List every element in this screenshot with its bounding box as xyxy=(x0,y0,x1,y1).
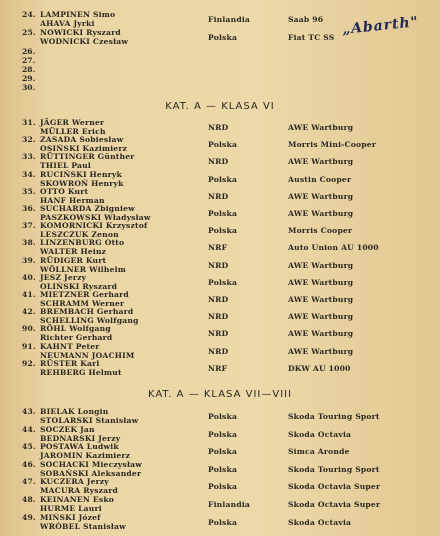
country: Finlandia xyxy=(208,15,251,24)
driver-name: SUCHARDA Zbigniew xyxy=(40,204,135,213)
empty-entry-number: 29. xyxy=(22,74,36,83)
entry-number: 43. xyxy=(22,407,36,416)
country: NRD xyxy=(208,157,229,167)
codriver-name: HANF Herman xyxy=(40,195,105,205)
entry-number: 34. xyxy=(22,169,36,179)
country: NRF xyxy=(208,363,228,373)
codriver-name: REHBERG Helmut xyxy=(40,367,122,377)
entry-number: 48. xyxy=(22,495,36,504)
codriver-name: SKOWROŃ Henryk xyxy=(40,178,124,188)
car: Austin Cooper xyxy=(288,174,352,184)
driver-name: RUCIŃSKI Henryk xyxy=(40,169,122,179)
country: NRD xyxy=(208,312,229,322)
country: NRD xyxy=(208,123,229,132)
codriver-name: JAROMIN Kazimierz xyxy=(40,451,131,461)
car: AWE Wartburg xyxy=(288,260,354,270)
car: Skoda Octavia Super xyxy=(288,482,381,492)
driver-name: BIELAK Longin xyxy=(40,407,109,416)
crew-names xyxy=(40,28,128,46)
country: Polska xyxy=(208,412,238,421)
driver-name: RÜSTER Karl xyxy=(40,358,100,368)
country: Polska xyxy=(208,140,238,150)
codriver-name: MÜLLER Erich xyxy=(40,127,106,136)
driver-name: MIETZNER Gerhard xyxy=(40,290,129,299)
crew-names xyxy=(40,238,124,256)
car: AWE Wartburg xyxy=(288,191,354,201)
codriver-name: BEDNARSKI Jerzy xyxy=(40,433,121,443)
car: Skoda Octavia xyxy=(288,517,352,527)
crew-names xyxy=(40,204,151,222)
driver-name: KAHNT Peter xyxy=(40,341,100,351)
codriver-name: THIEL Paul xyxy=(40,161,91,171)
crew-names xyxy=(40,342,134,360)
entry-number: 31. xyxy=(22,118,36,127)
empty-entry-number: 28. xyxy=(22,65,36,74)
country: Polska xyxy=(208,277,238,287)
car: AWE Wartburg xyxy=(288,157,354,167)
car: AWE Wartburg xyxy=(288,329,354,339)
crew-names xyxy=(40,442,130,460)
crew-names xyxy=(40,495,114,513)
entry-number: 38. xyxy=(22,238,36,248)
country: Polska xyxy=(208,226,238,236)
entry-number: 45. xyxy=(22,442,36,452)
entry-number: 49. xyxy=(22,512,36,522)
country: Polska xyxy=(208,464,238,474)
entry-number: 90. xyxy=(22,324,36,334)
crew-names xyxy=(40,425,120,443)
entry-number: 33. xyxy=(22,152,36,162)
car: Morris Cooper xyxy=(288,226,353,236)
entry-number: 91. xyxy=(22,341,36,351)
empty-entry-number: 27. xyxy=(22,56,36,65)
crew-names xyxy=(40,477,118,495)
crew-names xyxy=(40,135,127,153)
country: Polska xyxy=(208,33,238,42)
driver-name: BREMBACH Gerhard xyxy=(40,307,134,317)
crew-names xyxy=(40,407,138,425)
entry-number: 47. xyxy=(22,477,36,487)
country: Polska xyxy=(208,429,238,439)
car: Skoda Touring Sport xyxy=(288,464,380,474)
country: Polska xyxy=(208,174,238,184)
car: Morris Mini-Cooper xyxy=(288,140,377,150)
handwritten-note: „Abarth" xyxy=(341,14,420,38)
country: Polska xyxy=(208,517,238,527)
driver-name: RÜTTINGER Günther xyxy=(40,152,135,162)
codriver-name: WRÓBEL Stanisław xyxy=(40,521,126,531)
entry-number: 32. xyxy=(22,135,36,145)
driver-name: LINZENBURG Otto xyxy=(40,238,125,248)
driver-name: JESZ Jerzy xyxy=(40,272,87,282)
entry-number: 40. xyxy=(22,272,36,282)
entry-number: 41. xyxy=(22,290,36,299)
crew-names xyxy=(40,359,122,377)
car: Auto Union AU 1000 xyxy=(288,243,379,253)
crew-names xyxy=(40,290,129,308)
car: Skoda Octavia Super xyxy=(288,500,381,509)
codriver-name: WÖLLNER Wilhelm xyxy=(40,264,126,274)
section-heading: KAT. A — KLASA VII—VIII xyxy=(147,389,293,400)
codriver-name: AHAVA Jyrki xyxy=(40,19,95,28)
car: Fiat TC SS xyxy=(288,33,335,42)
country: NRD xyxy=(208,346,229,356)
crew-names xyxy=(40,324,112,342)
driver-name: LAMPINEN Simo xyxy=(40,10,116,19)
entry-number: 35. xyxy=(22,186,36,196)
codriver-name: MACURA Ryszard xyxy=(40,486,119,496)
driver-name: KUCZERA Jerzy xyxy=(40,477,109,487)
car: AWE Wartburg xyxy=(288,123,354,132)
entry-number: 42. xyxy=(22,307,36,317)
codriver-name: Richter Gerhard xyxy=(40,333,113,343)
country: NRF xyxy=(208,243,228,253)
crew-names xyxy=(40,10,115,28)
entry-number: 25. xyxy=(22,28,36,37)
driver-name: MIŃSKI Józef xyxy=(40,512,101,522)
country: Polska xyxy=(208,447,238,457)
entry-number: 39. xyxy=(22,255,36,265)
driver-name: NOWICKI Ryszard xyxy=(40,28,121,37)
car: AWE Wartburg xyxy=(288,346,354,356)
codriver-name: WODNICKI Czesław xyxy=(40,37,129,46)
crew-names xyxy=(40,221,147,239)
codriver-name: SOBAŃSKI Aleksander xyxy=(40,468,142,478)
driver-name: OTTO Kurt xyxy=(40,186,89,196)
section-heading: KAT. A — KLASA VI xyxy=(165,101,275,112)
entry-number: 44. xyxy=(22,424,36,434)
entry-number: 37. xyxy=(22,221,36,231)
car: AWE Wartburg xyxy=(288,209,354,218)
crew-names xyxy=(40,256,126,274)
codriver-name: HURME Lauri xyxy=(40,504,102,513)
crew-names xyxy=(40,152,134,170)
crew-names xyxy=(40,460,142,478)
empty-entry-number: 30. xyxy=(22,83,36,92)
driver-name: POSTAWA Ludwik xyxy=(40,442,119,452)
country: NRD xyxy=(208,295,229,304)
car: Simca Aronde xyxy=(288,447,350,457)
driver-name: KEINANEN Esko xyxy=(40,495,115,504)
car: AWE Wartburg xyxy=(288,277,354,287)
crew-names xyxy=(40,513,126,531)
codriver-name: SCHRAMM Werner xyxy=(40,299,125,308)
country: NRD xyxy=(208,260,229,270)
country: Finlandia xyxy=(208,500,251,509)
car: AWE Wartburg xyxy=(288,312,354,322)
car: Skoda Touring Sport xyxy=(288,412,380,421)
codriver-name: OSIŃSKI Kazimierz xyxy=(40,144,128,154)
car: AWE Wartburg xyxy=(288,295,354,304)
crew-names xyxy=(40,187,105,205)
crew-names xyxy=(40,273,117,291)
driver-name: ZASADA Sobiesław xyxy=(40,135,124,145)
entry-number: 92. xyxy=(22,358,36,368)
codriver-name: WALTER Heinz xyxy=(40,247,107,257)
country: Polska xyxy=(208,209,238,218)
codriver-name: NEUMANN JOACHIM xyxy=(40,350,135,360)
crew-names xyxy=(40,118,106,136)
driver-name: RÜDIGER Kurt xyxy=(40,255,107,265)
country: NRD xyxy=(208,191,229,201)
driver-name: RÖHL Wolfgang xyxy=(40,324,111,334)
driver-name: SOCZEK Jan xyxy=(40,424,95,434)
car: DKW AU 1000 xyxy=(288,363,351,373)
driver-name: KOMORNICKI Krzysztof xyxy=(40,221,148,231)
crew-names xyxy=(40,307,139,325)
empty-entry-number: 26. xyxy=(22,47,36,56)
driver-name: SOCHACKI Mieczysław xyxy=(40,459,142,469)
entry-number: 36. xyxy=(22,204,36,213)
codriver-name: SCHELLING Wolfgang xyxy=(40,316,139,326)
crew-names xyxy=(40,170,124,188)
entry-number: 24. xyxy=(22,10,36,19)
country: NRD xyxy=(208,329,229,339)
driver-name: JÄGER Werner xyxy=(40,118,105,127)
country: Polska xyxy=(208,482,238,492)
entry-number: 46. xyxy=(22,459,36,469)
car: Skoda Octavia xyxy=(288,429,352,439)
codriver-name: PASZKOWSKI Władysław xyxy=(40,213,151,222)
codriver-name: LESZCZUK Zenon xyxy=(40,230,119,240)
codriver-name: OLIŃSKI Ryszard xyxy=(40,281,118,291)
car: Saab 96 xyxy=(288,15,324,24)
codriver-name: STOLARSKI Stanisław xyxy=(40,416,139,425)
